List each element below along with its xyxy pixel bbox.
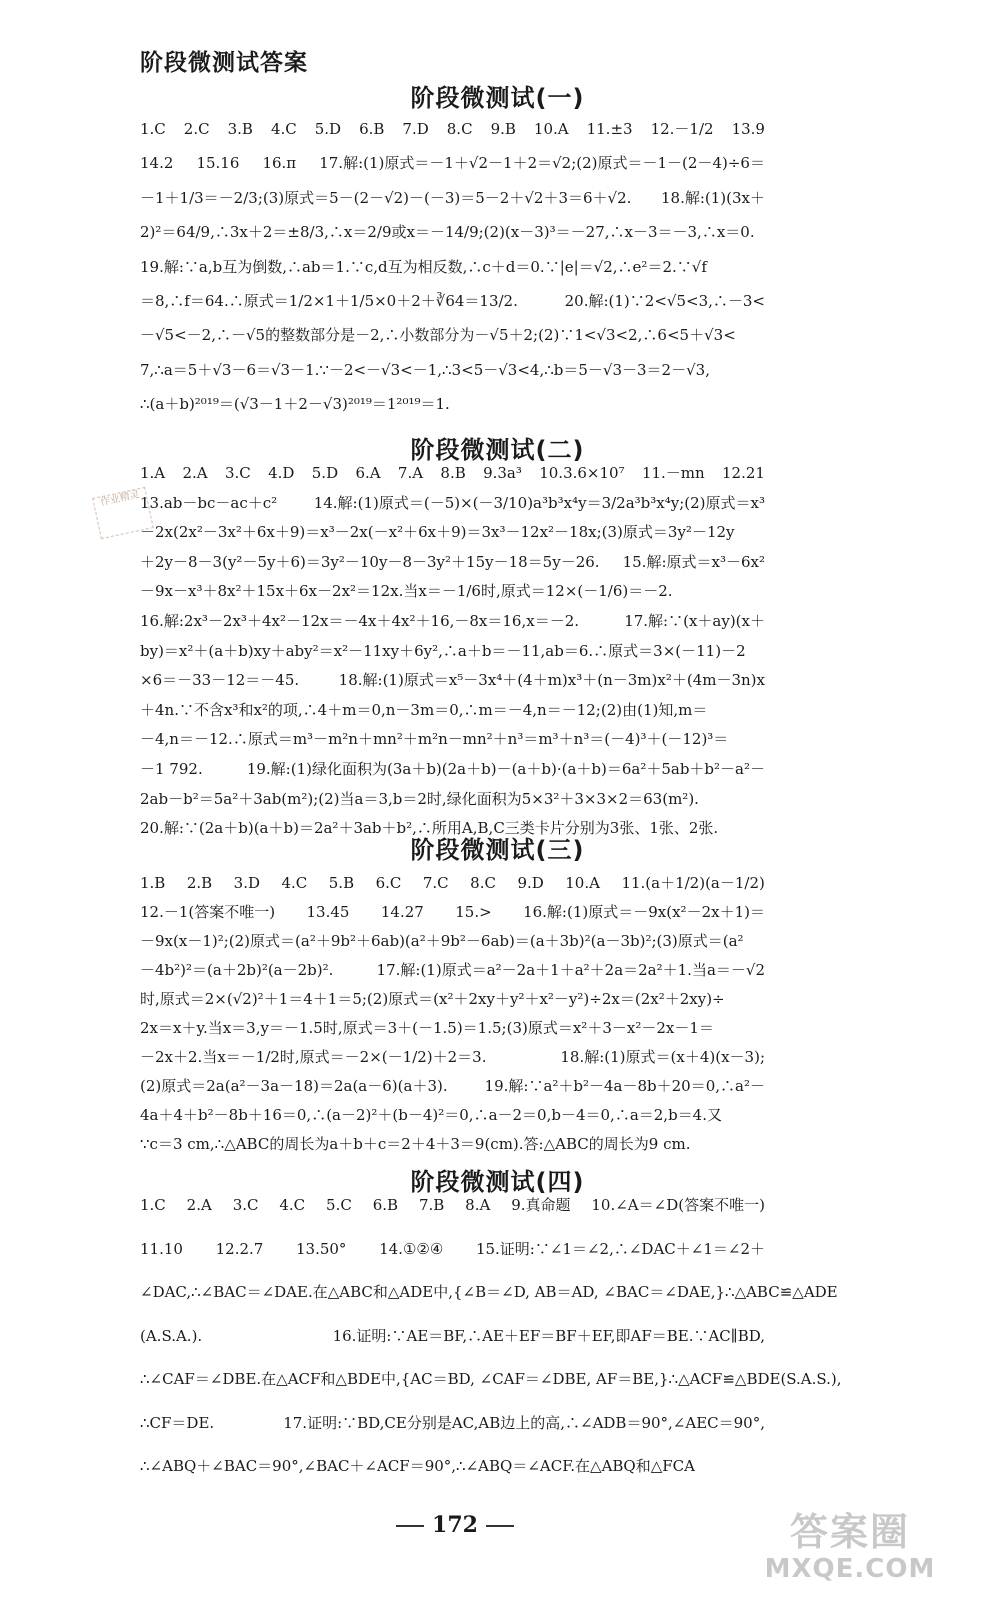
answer-item: 5.D <box>314 120 342 138</box>
section-title: 阶段微测试(一) <box>410 84 585 112</box>
answer-item: －4b²)²＝(a＋2b)²(a－2b)². <box>140 961 334 979</box>
answer-item: (A.S.A.). <box>140 1326 203 1345</box>
answer-line <box>140 901 765 923</box>
answer-item: 20.解:∵(2a＋b)(a＋b)＝2a²＋3ab＋b²,∴所用A,B,C三类卡片分别为3张、1张、2张. <box>140 819 719 838</box>
answer-item: 2x＝x＋y.当x＝3,y＝－1.5时,原式＝3＋(－1.5)＝1.5;(3)原式＝x²＋3－x²－2x－1＝ <box>140 1019 714 1037</box>
answer-item: 5.C <box>326 1196 352 1214</box>
answer-line <box>140 118 765 140</box>
answer-line <box>140 1238 765 1260</box>
answer-item: 12.21 <box>722 464 765 482</box>
answer-line <box>140 1281 838 1303</box>
answer-item: 8.C <box>470 874 496 892</box>
answer-line <box>140 359 765 381</box>
answer-item: ∠DAC,∴∠BAC＝∠DAE.在△ABC和△ADE中,{∠B＝∠D, AB＝AD, ∠BAC＝∠DAE,}∴△ABC≌△ADE <box>140 1283 838 1301</box>
answer-line <box>140 699 765 721</box>
answer-item: 3.C <box>224 464 251 482</box>
answer-line <box>140 959 765 981</box>
answer-line <box>140 1368 842 1390</box>
answer-line <box>140 728 765 750</box>
answer-item: 2.A <box>182 464 208 482</box>
page-number-text: 172 <box>432 1512 478 1538</box>
answer-line <box>140 1455 765 1477</box>
answer-item: 6.B <box>372 1196 399 1214</box>
answer-item: 7,∴a＝5＋√3－6＝√3－1.∵－2<－√3<－1,∴3<5－√3<4,∴b＝5－√3－3＝2－√3, <box>140 360 710 379</box>
answer-line <box>140 187 765 209</box>
answer-line <box>140 152 765 174</box>
answer-line <box>140 290 765 312</box>
answer-item: 5.B <box>328 874 355 892</box>
answer-item: 4.D <box>268 464 295 482</box>
answer-item: 16.解:(1)原式＝－9x(x²－2x＋1)＝ <box>523 903 765 921</box>
watermark-top: 答案圈 <box>789 1510 910 1554</box>
answer-item: ∴(a＋b)²⁰¹⁹＝(√3－1＋2－√3)²⁰¹⁹＝1²⁰¹⁹＝1. <box>140 395 450 414</box>
answer-item: 3.D <box>233 874 260 892</box>
answer-item: 9.B <box>490 120 516 138</box>
answer-item: 12.2.7 <box>215 1239 264 1258</box>
answer-item: ＋2y－8－3(y²－5y＋6)＝3y²－10y－8－3y²＋15y－18＝5y－26. <box>140 552 600 571</box>
answer-item: by)＝x²＋(a＋b)xy＋aby²＝x²－11xy＋6y²,∴a＋b＝－11,ab＝6.∴原式＝3×(－11)－2 <box>140 641 746 660</box>
answer-line <box>140 492 765 514</box>
answer-item: 5.D <box>311 464 339 482</box>
answer-item: 8.A <box>465 1196 491 1214</box>
answer-item: 14.27 <box>380 903 424 921</box>
answer-item: －1＋1/3＝－2/3;(3)原式＝5－(2－√2)－(－3)＝5－2＋√2＋3＝6＋√2. <box>140 188 632 207</box>
answer-item: 时,原式＝2×(√2)²＋1＝4＋1＝5;(2)原式＝(x²＋2xy＋y²＋x²－y²)÷2x＝(2x²＋2xy)÷ <box>140 990 725 1008</box>
answer-line <box>140 788 765 810</box>
stamp-mark: 作业精灵 <box>92 487 154 539</box>
answer-item: ∴CF＝DE. <box>140 1413 215 1432</box>
answer-item: 18.解:(1)(3x＋ <box>660 188 765 207</box>
watermark-bottom: MXQE.COM <box>764 1554 936 1584</box>
answer-line <box>140 521 765 543</box>
answer-line <box>140 462 765 484</box>
answer-line <box>140 758 765 780</box>
answer-item: 4.C <box>270 120 297 138</box>
answer-line <box>140 1194 765 1216</box>
answer-line <box>140 1017 765 1039</box>
answer-item: －2x(2x²－3x²＋6x＋9)＝x³－2x(－x²＋6x＋9)＝3x³－12x²－18x;(3)原式＝3y²－12y <box>140 523 735 542</box>
answer-item: 1.A <box>140 464 166 482</box>
answer-line <box>140 393 765 415</box>
page-heading: 阶段微测试答案 <box>140 50 308 76</box>
dash-left <box>396 1525 424 1527</box>
answer-item: 4a＋4＋b²－8b＋16＝0,∴(a－2)²＋(b－4)²＝0,∴a－2＝0,b－4＝0,∴a＝2,b＝4.又 <box>140 1106 722 1124</box>
answer-item: 7.C <box>422 874 449 892</box>
answer-item: 2.A <box>186 1196 212 1214</box>
answer-item: 18.解:(1)原式＝(x＋4)(x－3); <box>560 1048 765 1066</box>
answer-item: 19.解:∵a,b互为倒数,∴ab＝1.∵c,d互为相反数,∴c＋d＝0.∵|e|＝√2,∴e²＝2.∵√f <box>140 257 707 276</box>
answer-line <box>140 551 765 573</box>
answer-item: 13.50° <box>295 1239 347 1258</box>
answer-item: 10.∠A＝∠D(答案不唯一) <box>591 1196 765 1214</box>
answer-line <box>140 1104 765 1126</box>
answer-item: 2.C <box>183 120 210 138</box>
answer-item: 2ab－b²＝5a²＋3ab(m²);(2)当a＝3,b＝2时,绿化面积为5×3²＋3×3×2＝63(m²). <box>140 789 699 808</box>
answer-line <box>140 221 765 243</box>
answer-item: ＝8,∴f＝64.∴原式＝1/2×1＋1/5×0＋2＋∛64＝13/2. <box>140 292 518 310</box>
answer-item: 3.C <box>232 1196 259 1214</box>
answer-item: 16.π <box>262 154 297 173</box>
answer-item: 7.A <box>397 464 424 482</box>
answer-item: 1.B <box>140 874 166 892</box>
answer-item: －9x(x－1)²;(2)原式＝(a²＋9b²＋6ab)(a²＋9b²－6ab)＝(a＋3b)²(a－3b)²;(3)原式＝(a² <box>140 932 744 950</box>
answer-item: 17.解:(1)原式＝a²－2a＋1＋a²＋2a＝2a²＋1.当a＝－√2 <box>376 961 765 979</box>
answer-item: －2x＋2.当x＝－1/2时,原式＝－2×(－1/2)＋2＝3. <box>140 1048 487 1066</box>
answer-item: 13.ab－bc－ac＋c² <box>140 493 278 512</box>
answer-line <box>140 580 765 602</box>
answer-item: 10.3.6×10⁷ <box>539 464 625 482</box>
answer-item: 8.B <box>440 464 466 482</box>
section-title: 阶段微测试(四) <box>410 1168 585 1196</box>
answer-item: 10.A <box>565 874 600 892</box>
answer-item: 17.解:∵(x＋ay)(x＋ <box>624 612 765 630</box>
answer-item: 2.B <box>186 874 213 892</box>
answer-item: －9x－x³＋8x²＋15x＋6x－2x²＝12x.当x＝－1/6时,原式＝12×(－1/6)＝－2. <box>140 582 673 601</box>
answer-item: 15.> <box>455 903 492 921</box>
answer-item: －1 792. <box>140 760 203 778</box>
answer-item: 15.解:原式＝x³－6x² <box>622 552 765 571</box>
answer-item: 4.C <box>279 1196 306 1214</box>
answer-item: 9.真命题 <box>511 1196 571 1214</box>
answer-item: 6.A <box>355 464 381 482</box>
answer-item: 19.解:∵a²＋b²－4a－8b＋20＝0,∴a²－ <box>484 1077 765 1095</box>
answer-item: ∴∠ABQ＋∠BAC＝90°,∠BAC＋∠ACF＝90°,∴∠ABQ＝∠ACF.在△ABQ和△FCA <box>140 1457 695 1475</box>
answer-item: 19.解:(1)绿化面积为(3a＋b)(2a＋b)－(a＋b)·(a＋b)＝6a²＋5ab＋b²－a²－ <box>246 760 765 778</box>
answer-item: 17.证明:∵BD,CE分别是AC,AB边上的高,∴∠ADB＝90°,∠AEC＝90°, <box>283 1413 765 1432</box>
watermark-logo <box>735 1510 965 1590</box>
answer-item: 1.C <box>140 1196 166 1214</box>
answer-line <box>140 640 765 662</box>
answer-item: 15.16 <box>196 154 240 173</box>
answer-item: 1.C <box>140 120 166 138</box>
answer-line <box>140 610 765 632</box>
answer-line <box>140 256 765 278</box>
answer-item: 14.①②④ <box>379 1239 444 1258</box>
answer-item: 9.D <box>517 874 544 892</box>
answer-line <box>140 324 765 346</box>
answer-item: 12.－1/2 <box>650 120 714 138</box>
answer-item: 12.－1(答案不唯一) <box>140 903 276 921</box>
answer-item: 14.2 <box>140 154 174 173</box>
dash-right <box>486 1525 514 1527</box>
answer-item: 20.解:(1)∵2<√5<3,∴－3< <box>564 292 765 310</box>
answer-item: ＋4n.∵不含x³和x²的项,∴4＋m＝0,n－3m＝0,∴m＝－4,n＝－12;(2)由(1)知,m＝ <box>140 700 708 719</box>
answer-item: 14.解:(1)原式＝(－5)×(－3/10)a³b³x⁴y＝3/2a³b³x⁴y;(2)原式＝x³ <box>313 493 765 512</box>
answer-item: 4.C <box>281 874 308 892</box>
answer-item: 15.证明:∵∠1＝∠2,∴∠DAC＋∠1＝∠2＋ <box>475 1239 765 1258</box>
answer-item: 7.B <box>418 1196 445 1214</box>
answer-item: 16.解:2x³－2x³＋4x²－12x＝－4x＋4x²＋16,－8x＝16,x＝－2. <box>140 612 580 630</box>
answer-item: 17.解:(1)原式＝－1＋√2－1＋2＝√2;(2)原式＝－1－(2－4)÷6＝ <box>319 154 765 173</box>
answer-item: 7.D <box>402 120 429 138</box>
answer-line <box>140 1325 765 1347</box>
answer-item: 6.B <box>359 120 385 138</box>
answer-item: 3.B <box>227 120 253 138</box>
answer-item: 16.证明:∵AE＝BF,∴AE＋EF＝BF＋EF,即AF＝BE.∵AC∥BD, <box>332 1326 765 1345</box>
answer-line <box>140 930 765 952</box>
answer-item: ∴∠CAF＝∠DBE.在△ACF和△BDE中,{AC＝BD, ∠CAF＝∠DBE, AF＝BE,}∴△ACF≌△BDE(S.A.S.), <box>140 1370 842 1388</box>
answer-item: 8.C <box>446 120 473 138</box>
answer-line <box>140 1075 765 1097</box>
answer-item: ×6＝－33－12＝－45. <box>140 671 300 690</box>
page-number <box>380 1512 530 1538</box>
answer-line <box>140 1412 765 1434</box>
section-title: 阶段微测试(三) <box>410 836 585 864</box>
answer-line <box>140 988 765 1010</box>
answer-item: 9.3a³ <box>483 464 522 482</box>
answer-item: ∵c＝3 cm,∴△ABC的周长为a＋b＋c＝2＋4＋3＝9(cm).答:△ABC的周长为9 cm. <box>140 1135 691 1153</box>
answer-item: 6.C <box>375 874 402 892</box>
answer-item: 11.－mn <box>641 464 705 482</box>
answer-item: 11.±3 <box>586 120 633 138</box>
answer-item: －√5<－2,∴－√5的整数部分是－2,∴小数部分为－√5＋2;(2)∵1<√3<2,∴6<5＋√3< <box>140 326 736 345</box>
answer-item: 10.A <box>533 120 569 138</box>
answer-item: 2)²＝64/9,∴3x＋2＝±8/3,∴x＝2/9或x＝－14/9;(2)(x－3)³＝－27,∴x－3＝－3,∴x＝0. <box>140 223 755 242</box>
answer-item: －4,n＝－12.∴原式＝m³－m²n＋mn²＋m²n－mn²＋n³＝m³＋n³＝(－4)³＋(－12)³＝ <box>140 730 729 749</box>
answer-item: 13.9 <box>731 120 765 138</box>
answer-item: 18.解:(1)原式＝x⁵－3x⁴＋(4＋m)x³＋(n－3m)x²＋(4m－3n)x <box>338 671 765 690</box>
answer-item: 11.(a＋1/2)(a－1/2) <box>621 874 765 892</box>
answer-line <box>140 1133 765 1155</box>
answer-item: 11.10 <box>140 1239 183 1258</box>
answer-line <box>140 669 765 691</box>
answer-line <box>140 872 765 894</box>
answer-line <box>140 1046 765 1068</box>
answer-item: 13.45 <box>306 903 350 921</box>
answer-item: (2)原式＝2a(a²－3a－18)＝2a(a－6)(a＋3). <box>140 1077 448 1095</box>
section-title: 阶段微测试(二) <box>410 436 585 464</box>
